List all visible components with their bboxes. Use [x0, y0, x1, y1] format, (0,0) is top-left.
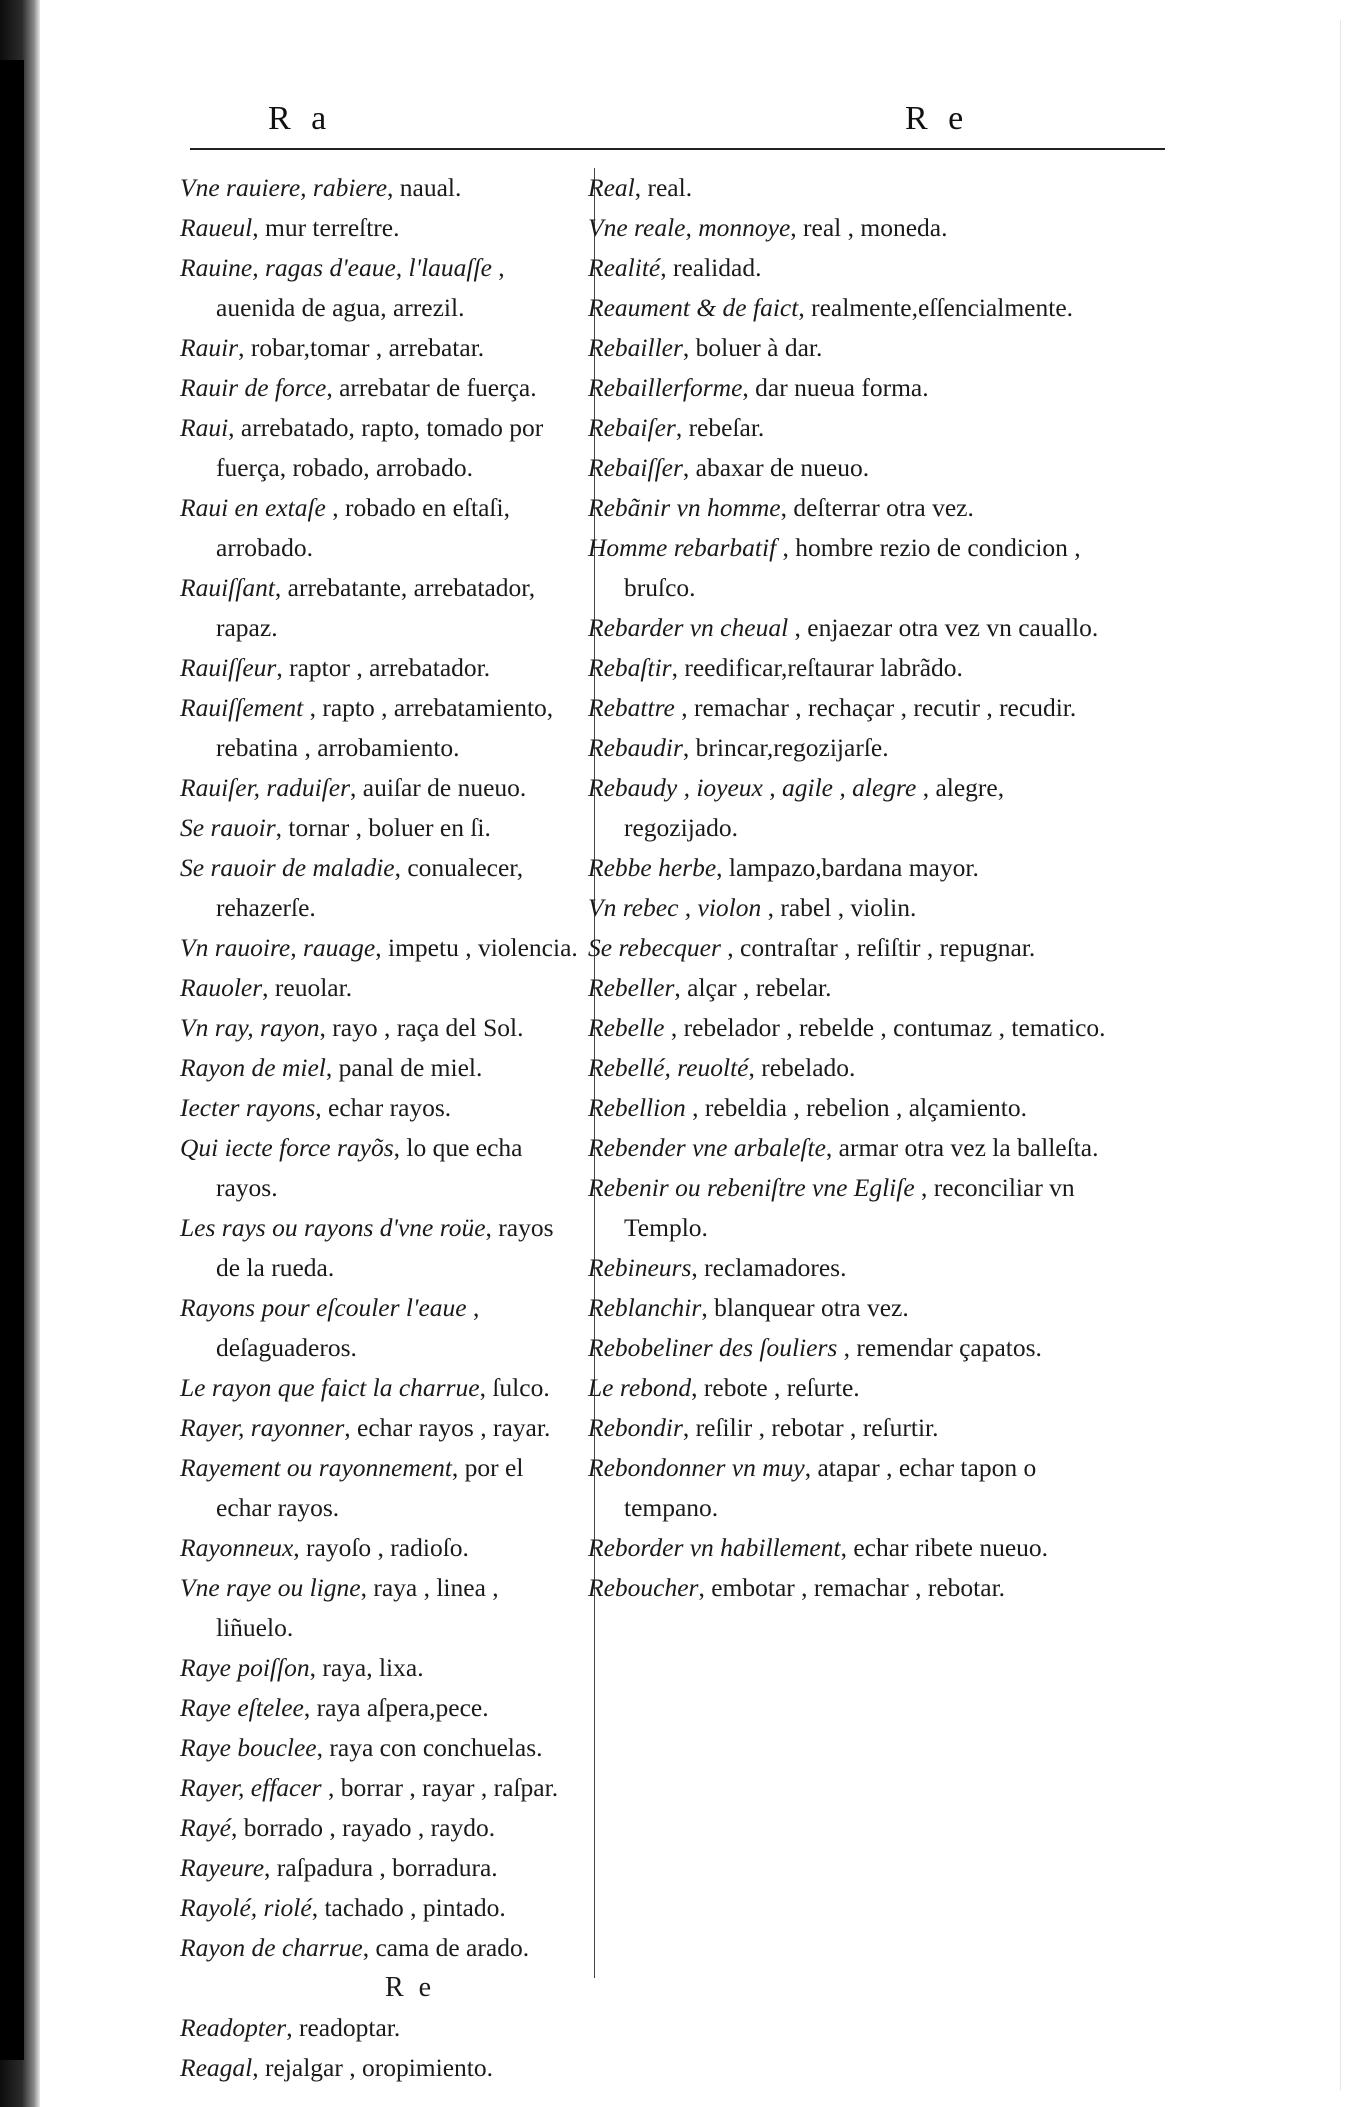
dictionary-entry	[180, 1528, 580, 1568]
entry-definition: , arrebatante, arrebatador, rapaz.	[216, 573, 536, 642]
entry-definition: , contraſtar , reſiſtir , repugnar.	[720, 933, 1036, 962]
entry-headword: Rebarder vn cheual	[588, 613, 789, 642]
entry-definition: , rayoſo , radioſo.	[293, 1533, 469, 1562]
entry-headword: Rebeller	[588, 973, 675, 1002]
entry-headword: Rayonneux	[180, 1533, 294, 1562]
dictionary-entry	[180, 1848, 580, 1888]
dictionary-entry	[180, 1768, 580, 1808]
entry-definition: , brincar,regozijarſe.	[682, 733, 889, 762]
entry-headword: Reagal	[180, 2053, 253, 2082]
entry-headword: Se rauoir	[180, 813, 276, 842]
dictionary-entry	[588, 1048, 1118, 1088]
entry-headword: Rebobeliner des ſouliers	[588, 1333, 838, 1362]
dictionary-entry	[180, 368, 580, 408]
entry-definition: , boluer à dar.	[682, 333, 823, 362]
dictionary-entry	[588, 408, 1118, 448]
right-column	[588, 168, 1118, 1608]
entry-headword: Rebender vne arbaleſte	[588, 1133, 826, 1162]
entry-headword: Iecter rayons	[180, 1093, 316, 1122]
entry-headword: Rebondir	[588, 1413, 683, 1442]
entry-definition: , panal de miel.	[325, 1053, 483, 1082]
entry-headword: Real	[588, 173, 635, 202]
entry-definition: , armar otra vez la balleſta.	[825, 1133, 1099, 1162]
entry-headword: Raueul	[180, 213, 253, 242]
dictionary-entry	[180, 1728, 580, 1768]
dictionary-entry	[588, 1128, 1118, 1168]
entry-headword: Readopter	[180, 2013, 287, 2042]
dictionary-entry	[588, 1528, 1118, 1568]
entry-headword: Se rauoir de maladie	[180, 853, 395, 882]
entry-definition: , borrado , rayado , raydo.	[230, 1813, 496, 1842]
entry-definition: , cama de arado.	[362, 1933, 530, 1962]
dictionary-entry	[588, 1448, 1118, 1528]
entry-definition: , hombre rezio de condicion , bruſco.	[624, 533, 1081, 602]
dictionary-entry	[180, 928, 580, 968]
entry-headword: Rayons pour eſcouler l'eaue	[180, 1293, 467, 1322]
dictionary-entry	[180, 648, 580, 688]
entry-definition: , dar nueua forma.	[742, 373, 929, 402]
entry-definition: , raya, lixa.	[309, 1653, 424, 1682]
dictionary-entry	[180, 768, 580, 808]
entry-headword: Les rays ou rayons d'vne roüe	[180, 1213, 486, 1242]
entry-definition: , lampazo,bardana mayor.	[716, 853, 979, 882]
entry-definition: , raptor , arrebatador.	[276, 653, 491, 682]
dictionary-entry	[588, 528, 1118, 608]
entry-definition: , atapar , echar tapon o tempano.	[624, 1453, 1037, 1522]
entry-headword: Rebenir ou rebeniſtre vne Egliſe	[588, 1173, 915, 1202]
entry-headword: Rayer, effacer	[180, 1773, 322, 1802]
entry-headword: Rayé	[180, 1813, 231, 1842]
entry-definition: , rebelado.	[748, 1053, 856, 1082]
entry-definition: , naual.	[387, 173, 462, 202]
entry-definition: , mur terreſtre.	[252, 213, 400, 242]
dictionary-entry	[588, 688, 1118, 728]
entry-definition: , arrebatado, rapto, tomado por fuerça, robado, arrobado.	[216, 413, 544, 482]
entry-headword: Rebellé, reuolté	[588, 1053, 749, 1082]
entry-definition: , tachado , pintado.	[311, 1893, 506, 1922]
entry-headword: Vne raye ou ligne	[180, 1573, 361, 1602]
dictionary-entry	[180, 2008, 580, 2048]
entry-headword: Vn ray, rayon	[180, 1013, 320, 1042]
entry-headword: Se rebecquer	[588, 933, 721, 962]
entry-definition: , reſilir , rebotar , reſurtir.	[682, 1413, 939, 1442]
dictionary-entry	[588, 328, 1118, 368]
entry-definition: , remachar , rechaçar , recutir , recudir.	[674, 693, 1077, 722]
entry-headword: Vn rebec , violon	[588, 893, 762, 922]
dictionary-entry	[180, 1808, 580, 1848]
entry-headword: Rebãnir vn homme	[588, 493, 781, 522]
entry-definition: , abaxar de nueuo.	[682, 453, 870, 482]
dictionary-entry	[588, 208, 1118, 248]
dictionary-entry	[180, 848, 580, 928]
entry-definition: , blanquear otra vez.	[701, 1293, 909, 1322]
entry-headword: Le rebond	[588, 1373, 692, 1402]
entry-definition: , robar,tomar , arrebatar.	[238, 333, 485, 362]
entry-headword: Rauoler	[180, 973, 263, 1002]
entry-definition: , robado en eſtaſi, arrobado.	[216, 493, 510, 562]
entry-definition: , alçar , rebelar.	[674, 973, 832, 1002]
entry-definition: , tornar , boluer en ſi.	[275, 813, 491, 842]
left-column	[180, 168, 580, 2088]
entry-headword: Rebaudir	[588, 733, 683, 762]
entry-definition: , por el echar rayos.	[216, 1453, 524, 1522]
entry-headword: Rayement ou rayonnement	[180, 1453, 452, 1482]
entry-headword: Rauir	[180, 333, 239, 362]
dictionary-entry	[588, 488, 1118, 528]
entry-definition: , rebote , reſurte.	[691, 1373, 860, 1402]
entry-headword: Realité	[588, 253, 661, 282]
entry-definition: , arrebatar de fuerça.	[326, 373, 537, 402]
dictionary-entry	[588, 448, 1118, 488]
dictionary-entry	[588, 728, 1118, 768]
entry-headword: Vne rauiere, rabiere	[180, 173, 388, 202]
entry-headword: Raye bouclee	[180, 1733, 317, 1762]
entry-definition: , echar rayos , rayar.	[344, 1413, 551, 1442]
entry-definition: , rebeſar.	[675, 413, 765, 442]
entry-definition: , enjaezar otra vez vn cauallo.	[788, 613, 1099, 642]
entry-definition: , conualecer, rehazerſe.	[216, 853, 524, 922]
dictionary-entry	[180, 808, 580, 848]
dictionary-entry	[180, 1088, 580, 1128]
dictionary-entry	[588, 1408, 1118, 1448]
entry-headword: Rebaſtir	[588, 653, 672, 682]
dictionary-entry	[588, 1088, 1118, 1128]
entry-headword: Raui en extaſe	[180, 493, 326, 522]
entry-headword: Rayeure	[180, 1853, 265, 1882]
dictionary-entry	[180, 328, 580, 368]
entry-headword: Vn rauoire, rauage	[180, 933, 376, 962]
dictionary-entry	[588, 648, 1118, 688]
entry-headword: Rebattre	[588, 693, 675, 722]
dictionary-entry	[180, 1568, 580, 1648]
entry-headword: Rebaiſſer	[588, 453, 683, 482]
entry-definition: , echar ribete nueuo.	[840, 1533, 1049, 1562]
dictionary-entry	[180, 1688, 580, 1728]
dictionary-entry	[588, 1328, 1118, 1368]
entry-definition: , lo que echa rayos.	[216, 1133, 523, 1202]
entry-definition: , auenida de agua, arrezil.	[216, 253, 505, 322]
entry-headword: Rayolé, riolé	[180, 1893, 312, 1922]
dictionary-entry	[588, 1368, 1118, 1408]
entry-headword: Rauiſſement	[180, 693, 304, 722]
entry-definition: , reconciliar vn Templo.	[624, 1173, 1075, 1242]
dictionary-entry	[180, 1208, 580, 1288]
entry-definition: , rebelador , rebelde , contumaz , tematico.	[664, 1013, 1106, 1042]
dictionary-entry	[588, 1248, 1118, 1288]
dictionary-entry	[180, 1048, 580, 1088]
entry-headword: Rauiſſeur	[180, 653, 277, 682]
dictionary-entry	[588, 248, 1118, 288]
entry-definition: , reuolar.	[262, 973, 353, 1002]
entry-definition: , raſpadura , borradura.	[264, 1853, 498, 1882]
entry-headword: Rebellion	[588, 1093, 686, 1122]
entry-definition: , rayos de la rueda.	[216, 1213, 554, 1282]
entry-definition: , deſterrar otra vez.	[780, 493, 974, 522]
entry-headword: Rebineurs	[588, 1253, 692, 1282]
dictionary-entry	[588, 888, 1118, 928]
dictionary-entry	[180, 488, 580, 568]
entry-headword: Le rayon que faict la charrue	[180, 1373, 480, 1402]
entry-definition: , rabel , violin.	[761, 893, 917, 922]
entry-headword: Reboucher	[588, 1573, 699, 1602]
dictionary-entry	[588, 1288, 1118, 1328]
header-rule	[190, 148, 1165, 150]
entry-definition: , raya aſpera,pece.	[303, 1693, 489, 1722]
entry-definition: , readoptar.	[286, 2013, 401, 2042]
entry-headword: Reaument & de faict	[588, 293, 799, 322]
entry-headword: Qui iecte force rayõs	[180, 1133, 394, 1162]
running-head-left: R a	[268, 100, 333, 137]
entry-headword: Vne reale, monnoye	[588, 213, 791, 242]
entry-headword: Rebaiſer	[588, 413, 676, 442]
dictionary-entry	[180, 1408, 580, 1448]
section-heading: R e	[384, 1972, 436, 2003]
entry-definition: , reedificar,reſtaurar labrãdo.	[671, 653, 963, 682]
dictionary-entry	[180, 1448, 580, 1528]
entry-definition: , alegre, regozijado.	[624, 773, 1005, 842]
dictionary-entry	[180, 2048, 580, 2088]
entry-headword: Rauiſſant	[180, 573, 275, 602]
entry-headword: Rebondonner vn muy	[588, 1453, 805, 1482]
entry-definition: , auiſar de nueuo.	[350, 773, 527, 802]
dictionary-entry	[588, 288, 1118, 328]
entry-headword: Rayon de charrue	[180, 1933, 363, 1962]
entry-definition: , realidad.	[660, 253, 762, 282]
page-binding-shadow	[0, 60, 24, 2060]
entry-headword: Rebbe herbe	[588, 853, 717, 882]
entry-headword: Rayon de miel	[180, 1053, 326, 1082]
dictionary-entry	[180, 1008, 580, 1048]
dictionary-entry	[180, 248, 580, 328]
dictionary-entry	[588, 608, 1118, 648]
entry-definition: , borrar , rayar , raſpar.	[321, 1773, 559, 1802]
entry-headword: Raye poiſſon	[180, 1653, 310, 1682]
entry-definition: , reclamadores.	[691, 1253, 847, 1282]
dictionary-entry	[180, 1648, 580, 1688]
dictionary-entry	[588, 928, 1118, 968]
entry-headword: Reblanchir	[588, 1293, 702, 1322]
entry-headword: Reborder vn habillement	[588, 1533, 841, 1562]
dictionary-entry	[180, 208, 580, 248]
entry-headword: Rebaudy , ioyeux , agile , alegre	[588, 773, 917, 802]
entry-definition: , raya con conchuelas.	[316, 1733, 543, 1762]
entry-headword: Homme rebarbatif	[588, 533, 777, 562]
entry-definition: , embotar , remachar , rebotar.	[698, 1573, 1006, 1602]
running-head-right: R e	[905, 100, 970, 137]
dictionary-entry	[180, 568, 580, 648]
dictionary-entry	[588, 1168, 1118, 1248]
entry-headword: Raui	[180, 413, 229, 442]
entry-definition: , echar rayos.	[315, 1093, 452, 1122]
entry-definition: , real.	[634, 173, 693, 202]
dictionary-entry	[180, 1888, 580, 1928]
entry-definition: , rayo , raça del Sol.	[319, 1013, 524, 1042]
entry-definition: , real , moneda.	[790, 213, 948, 242]
dictionary-entry	[180, 1368, 580, 1408]
entry-definition: , deſaguaderos.	[216, 1293, 480, 1362]
entry-headword: Rayer, rayonner	[180, 1413, 345, 1442]
entry-headword: Raye eſtelee	[180, 1693, 304, 1722]
entry-definition: , raya , linea , liñuelo.	[216, 1573, 499, 1642]
dictionary-entry	[588, 848, 1118, 888]
dictionary-entry	[180, 1288, 580, 1368]
entry-definition: , rapto , arrebatamiento, rebatina , arrobamiento.	[216, 693, 554, 762]
dictionary-entry	[180, 1128, 580, 1208]
dictionary-entry	[588, 1008, 1118, 1048]
entry-headword: Rauine, ragas d'eaue, l'lauaſſe	[180, 253, 492, 282]
dictionary-entry	[588, 1568, 1118, 1608]
dictionary-entry	[180, 1928, 580, 1968]
entry-definition: , remendar çapatos.	[837, 1333, 1042, 1362]
entry-definition: , impetu , violencia.	[375, 933, 578, 962]
entry-headword: Rebailler	[588, 333, 683, 362]
dictionary-entry	[180, 408, 580, 488]
dictionary-entry	[180, 968, 580, 1008]
entry-definition: , rebeldia , rebelion , alçamiento.	[685, 1093, 1027, 1122]
entry-definition: , ſulco.	[479, 1373, 550, 1402]
dictionary-entry	[588, 168, 1118, 208]
dictionary-entry	[588, 968, 1118, 1008]
entry-headword: Rebelle	[588, 1013, 665, 1042]
entry-headword: Rauiſer, raduiſer	[180, 773, 350, 802]
entry-definition: , realmente,eſſencialmente.	[798, 293, 1074, 322]
dictionary-entry	[180, 688, 580, 768]
entry-headword: Rebaillerforme	[588, 373, 743, 402]
entry-definition: , rejalgar , oropimiento.	[252, 2053, 493, 2082]
dictionary-entry	[588, 368, 1118, 408]
dictionary-entry	[588, 768, 1118, 848]
entry-headword: Rauir de force	[180, 373, 327, 402]
dictionary-entry	[180, 168, 580, 208]
